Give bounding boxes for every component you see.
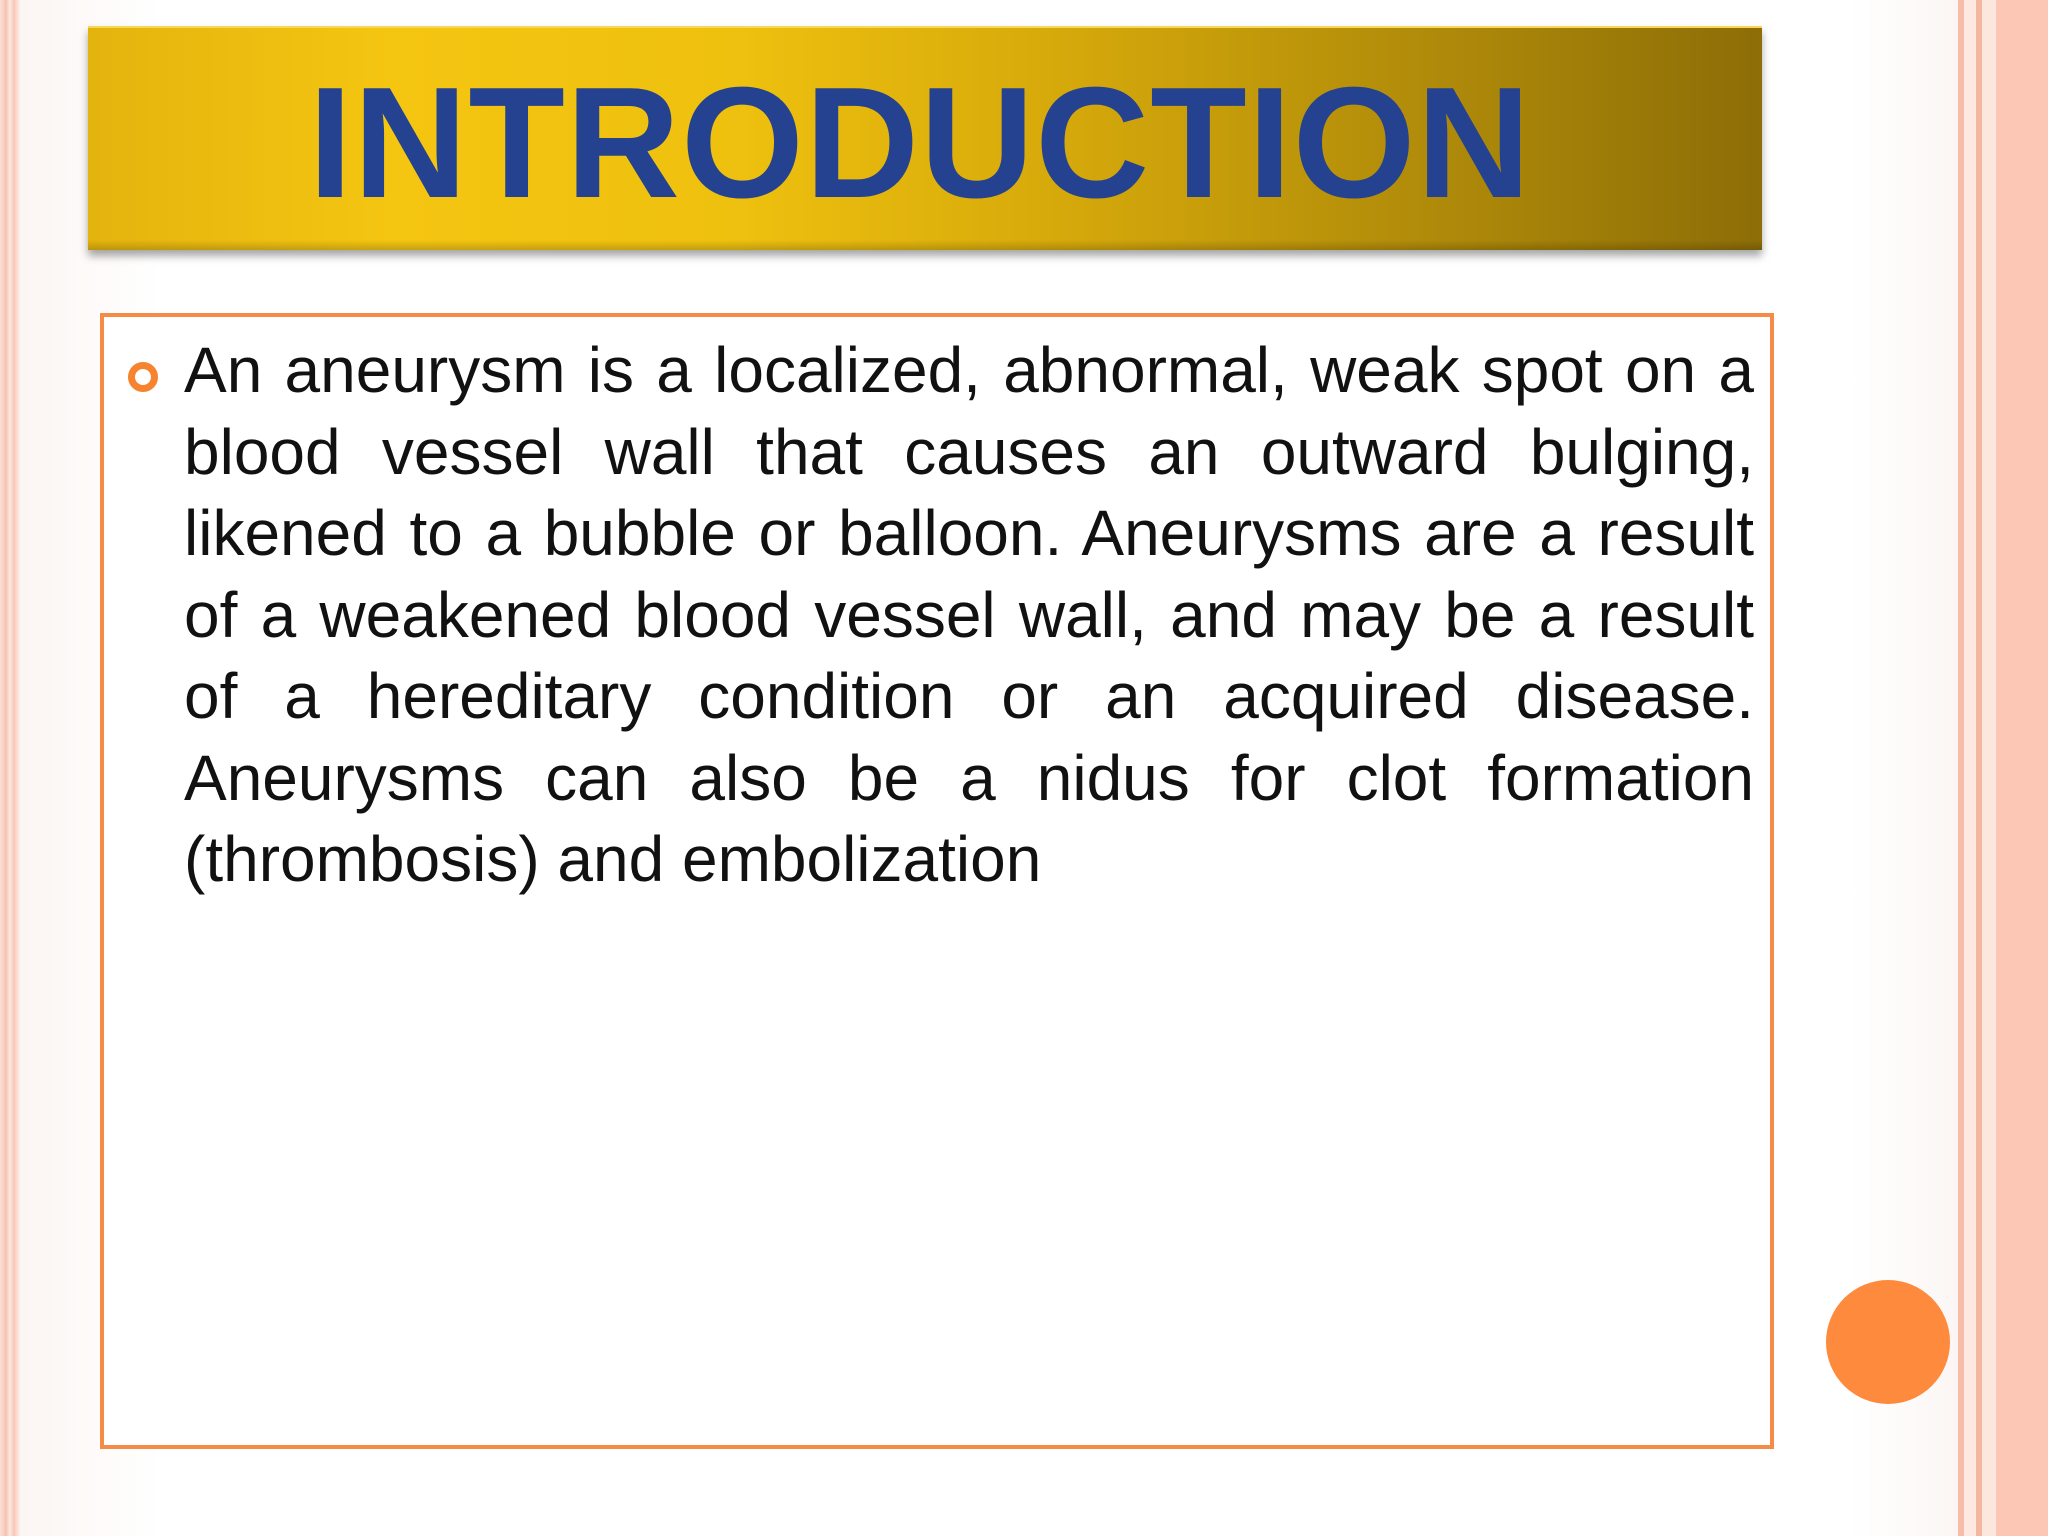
right-band-line bbox=[1982, 0, 1996, 1536]
right-band-line bbox=[1996, 0, 2048, 1536]
slide-title: INTRODUCTION bbox=[308, 55, 1532, 231]
right-decorative-band bbox=[1958, 0, 2048, 1536]
ring-bullet-icon bbox=[128, 362, 158, 392]
orange-circle-icon bbox=[1826, 1280, 1950, 1404]
left-decorative-stripe bbox=[0, 0, 20, 1536]
bullet-text: An aneurysm is a localized, abnormal, weak spot on a blood vessel wall that causes an outward bulging, likened to a bubble or balloon. Aneurysms are a result of a weakened blood vessel wall, and may be a result of a hereditary condition or an acquired disease. Aneurysms can also be a nidus for clot formation (thrombosis) and embolization bbox=[184, 334, 1754, 895]
right-band-line bbox=[1964, 0, 1976, 1536]
